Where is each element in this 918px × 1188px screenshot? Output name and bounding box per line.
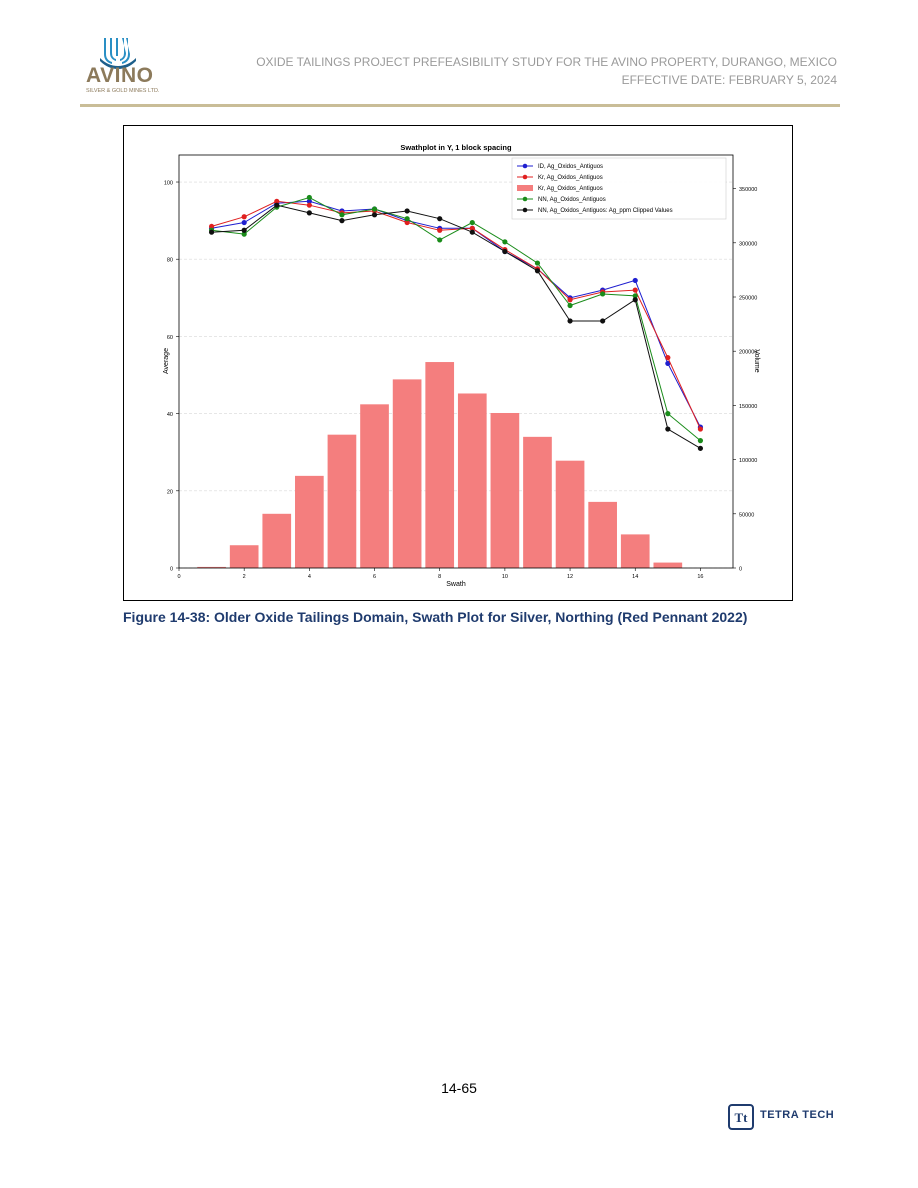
header-effective-date: EFFECTIVE DATE: FEBRUARY 5, 2024 [621,73,837,87]
legend-swatch-bar [517,185,533,191]
series-point-kr [242,214,247,219]
legend-label: Kr, Ag_Oxidos_Antiguos [538,186,603,193]
series-point-kr [437,228,442,233]
y2-axis-label: Volume [753,349,760,373]
series-point-nn [698,438,703,443]
chart-title: Swathplot in Y, 1 block spacing [400,143,512,152]
tetra-tech-logo-mark: Tt [734,1110,748,1125]
series-point-nn_clipped [665,426,670,431]
series-point-nn [535,260,540,265]
series-point-nn [405,216,410,221]
y-tick-label: 20 [166,489,173,496]
document-header [256,53,837,89]
x-tick-label: 10 [501,574,508,580]
x-axis-label: Swath [446,581,466,588]
chart-legend [512,158,726,219]
series-point-id [633,278,638,283]
series-point-nn [307,195,312,200]
series-point-nn_clipped [437,216,442,221]
figure-caption: Figure 14-38: Older Oxide Tailings Domain, Swath Plot for Silver, Northing (Red Pennant 2022) [123,609,748,625]
page-number: 14-65 [441,1080,477,1096]
y2-tick-label: 350000 [739,187,758,194]
tetra-tech-wordmark: TETRA TECH [760,1109,835,1121]
y-tick-label: 60 [166,334,173,341]
x-tick-label: 12 [566,574,574,580]
series-point-nn [470,220,475,225]
series-point-nn_clipped [372,212,377,217]
series-line-id [212,201,701,427]
y-tick-label: 40 [166,412,173,419]
swath-plot-chart [124,126,792,600]
volume-bar [262,514,291,568]
tetra-tech-logo-icon [728,1104,754,1130]
x-tick-label: 16 [697,574,704,580]
y2-tick-label: 300000 [739,241,758,248]
series-point-nn_clipped [209,230,214,235]
legend-label: NN, Ag_Oxidos_Antiguos [538,197,606,204]
volume-bar [458,393,487,568]
series-point-nn_clipped [242,228,247,233]
series-point-nn_clipped [633,297,638,302]
avino-logo-word: AVINO [86,64,154,87]
volume-bar [295,476,324,568]
series-point-nn_clipped [339,218,344,223]
volume-bar [556,461,585,568]
series-point-nn_clipped [470,230,475,235]
y2-tick-label: 50000 [739,512,755,519]
series-point-nn_clipped [274,203,279,208]
series-point-nn_clipped [405,208,410,213]
y-tick-label: 0 [169,566,173,573]
x-tick-label: 8 [438,574,442,580]
y-tick-label: 100 [163,180,173,187]
x-tick-label: 6 [372,574,377,580]
header-title: OXIDE TAILINGS PROJECT PREFEASIBILITY STUDY FOR THE AVINO PROPERTY, DURANGO, MEXICO [256,55,837,69]
header-divider [80,104,840,107]
series-point-nn_clipped [502,249,507,254]
y2-tick-label: 200000 [739,349,758,356]
legend-swatch-marker [523,164,528,169]
y2-tick-label: 150000 [739,403,758,410]
y2-tick-label: 100000 [739,458,758,465]
series-point-nn_clipped [698,446,703,451]
volume-bar [523,437,552,568]
series-point-kr [633,287,638,292]
series-point-kr [665,355,670,360]
x-tick-label: 4 [307,574,311,580]
x-tick-label: 0 [177,574,181,580]
y2-tick-label: 0 [739,566,743,573]
y-axis-label: Average [163,348,170,374]
series-point-nn [665,411,670,416]
series-point-nn [437,237,442,242]
series-point-nn [567,303,572,308]
legend-label: Kr, Ag_Oxidos_Antiguos [538,175,603,182]
volume-bar [230,545,259,568]
series-line-kr [212,201,701,429]
volume-bar [360,404,389,568]
legend-label: ID, Ag_Oxidos_Antiguos [538,164,604,171]
series-point-nn [339,212,344,217]
series-point-id [242,220,247,225]
series-point-kr [698,426,703,431]
volume-bar [588,502,617,568]
series-point-kr [567,297,572,302]
avino-logo-subtitle: SILVER & GOLD MINES LTD. [86,88,160,94]
legend-label: NN, Ag_Oxidos_Antiguos: Ag_ppm Clipped Values [538,208,673,215]
series-point-nn_clipped [535,268,540,273]
series-point-nn [372,206,377,211]
legend-swatch-marker [523,175,528,180]
volume-bar [328,435,357,568]
series-point-nn_clipped [567,318,572,323]
volume-bar [393,379,422,568]
series-line-nn_clipped [212,205,701,448]
volume-bar [653,563,682,568]
volume-bar [425,362,454,568]
legend-swatch-marker [523,208,528,213]
series-point-nn_clipped [307,210,312,215]
series-point-nn [600,291,605,296]
x-tick-label: 2 [242,574,246,580]
series-point-nn_clipped [600,318,605,323]
volume-bar [491,413,520,568]
y-tick-label: 80 [166,257,173,264]
series-line-nn [212,198,701,441]
y2-tick-label: 250000 [739,295,758,302]
volume-bar [621,534,650,568]
x-tick-label: 14 [632,574,639,580]
legend-swatch-marker [523,197,528,202]
series-point-kr [307,203,312,208]
series-point-nn [502,239,507,244]
figure-frame [123,125,793,601]
